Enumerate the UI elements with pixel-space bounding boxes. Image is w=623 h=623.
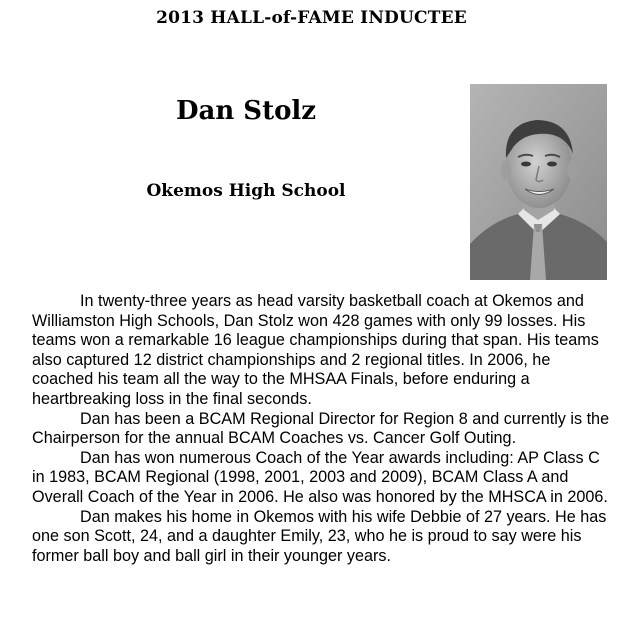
portrait-photo [470,84,607,280]
inductee-name: Dan Stolz [175,96,317,126]
inductee-school: Okemos High School [146,181,346,201]
bio-paragraph: Dan makes his home in Okemos with his wife Debbie of 27 years. He has one son Scott, 24, and a daughter Emily, 23, who he is proud to say were his former ball boy and ball girl in their younger years. [32,507,607,565]
bio-paragraph: Dan has been a BCAM Regional Director for Region 8 and currently is the Chairperson for the annual BCAM Coaches vs. Cancer Golf Outing. [32,409,610,448]
page-header-title: 2013 HALL-of-FAME INDUCTEE [156,8,467,28]
biography [32,292,612,566]
bio-paragraph: Dan has won numerous Coach of the Year awards including: AP Class C in 1983, BCAM Regional (1998, 2001, 2003 and 2009), BCAM Class A and Overall Coach of the Year in 2006. He also was honored by the MHSCA in 2006. [32,448,608,506]
bio-paragraph: In twenty-three years as head varsity basketball coach at Okemos and Williamston High Schools, Dan Stolz won 428 games with only 99 losses. His teams won a remarkable 16 league championships during that span. His teams also captured 12 district championships and 2 regional titles. In 2006, he coached his team all the way to the MHSAA Finals, before enduring a heartbreaking loss in the final seconds. [32,292,599,408]
portrait-illustration [470,84,607,280]
